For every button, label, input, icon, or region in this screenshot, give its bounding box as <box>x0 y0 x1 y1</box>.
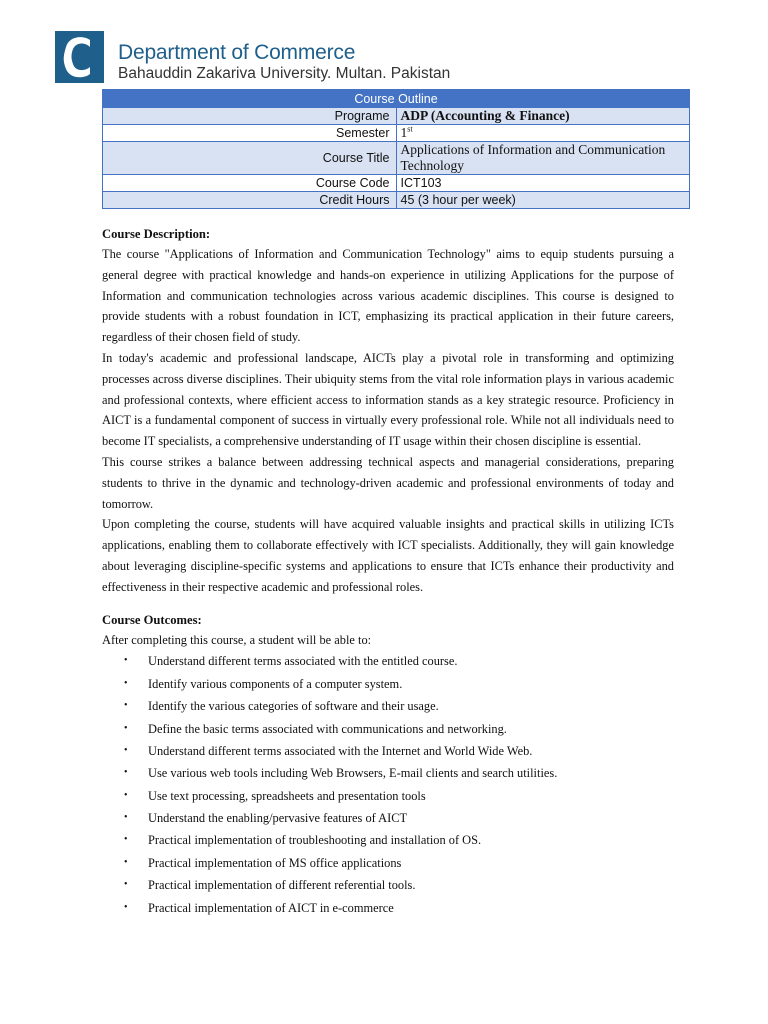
programe-value: ADP (Accounting & Finance) <box>396 108 690 125</box>
outcomes-intro: After completing this course, a student will be able to: <box>102 632 372 647</box>
list-item <box>102 695 674 717</box>
bullet-icon: • <box>124 677 128 689</box>
description-paragraph: In today's academic and professional landscape, AICTs play a pivotal role in transforming and optimizing processes across diverse disciplines. Their ubiquity stems from the vital role information plays in various academic and professional contexts, where efficient access to information stands as a key strategic resource. Proficiency in AICT is a fundamental component of success in virtually every professional role. While not all individuals need to become IT specialists, a comprehensive understanding of IT usage within their chosen discipline is essential. <box>102 350 674 449</box>
course-outline-heading: Course Outline <box>103 90 690 108</box>
programe-label: Programe <box>103 108 397 125</box>
outcome-text: Define the basic terms associated with communications and networking. <box>148 721 507 736</box>
department-title: Department of Commerce <box>118 41 356 64</box>
course-description-heading: Course Description: <box>102 227 211 241</box>
outcome-text: Understand the enabling/pervasive features of AICT <box>148 811 408 826</box>
list-item <box>102 807 674 829</box>
outcome-text: Practical implementation of MS office applications <box>148 855 402 870</box>
table-row <box>103 142 690 175</box>
course-code-label: Course Code <box>103 175 397 192</box>
bullet-icon: • <box>124 722 128 734</box>
semester-value <box>396 125 690 142</box>
list-item <box>102 829 674 851</box>
outcome-text: Understand different terms associated with the Internet and World Wide Web. <box>148 743 533 758</box>
semester-ordinal: st <box>407 124 413 134</box>
semester-number: 1 <box>400 125 408 140</box>
bullet-icon: • <box>124 879 128 891</box>
university-subtitle: Bahauddin Zakariva University. Multan. Pakistan <box>118 65 451 82</box>
course-title-label: Course Title <box>103 142 397 175</box>
list-item <box>102 874 674 896</box>
course-content <box>102 224 674 919</box>
credit-hours-label: Credit Hours <box>103 192 397 209</box>
list-item <box>102 740 674 762</box>
course-title-value: Applications of Information and Communication Technology <box>396 142 690 175</box>
bullet-icon: • <box>124 834 128 846</box>
bullet-icon: • <box>124 744 128 756</box>
description-paragraph: Upon completing the course, students will have acquired valuable insights and practical skills in utilizing ICTs applications, enabling them to collaborate effectively with ICT specialists. Additionally, they will gain knowledge about leveraging discipline-specific systems and applications to ensure that ICTs enhance their productivity and effectiveness in their respective academic and professional roles. <box>102 517 674 594</box>
outcome-text: Understand different terms associated with the entitled course. <box>148 654 458 669</box>
list-item <box>102 718 674 740</box>
bullet-icon: • <box>124 901 128 913</box>
list-item <box>102 785 674 807</box>
table-row <box>103 125 690 142</box>
outcome-text: Identify various components of a computer system. <box>148 676 403 691</box>
bullet-icon: • <box>124 655 128 667</box>
credit-hours-value: 45 (3 hour per week) <box>396 192 690 209</box>
outcome-text: Practical implementation of AICT in e-commerce <box>148 900 394 915</box>
list-item <box>102 762 674 784</box>
table-row <box>103 192 690 209</box>
list-item <box>102 673 674 695</box>
outcome-text: Use text processing, spreadsheets and presentation tools <box>148 788 426 803</box>
table-row <box>103 175 690 192</box>
outcome-text: Practical implementation of troubleshooting and installation of OS. <box>148 833 482 848</box>
bullet-icon: • <box>124 856 128 868</box>
list-item <box>102 897 674 919</box>
description-paragraph: This course strikes a balance between addressing technical aspects and managerial considerations, preparing students to thrive in the dynamic and technology-driven academic and professional environments of today and tomorrow. <box>102 454 674 511</box>
bullet-icon: • <box>124 789 128 801</box>
bullet-icon: • <box>124 767 128 779</box>
course-outcomes-heading: Course Outcomes: <box>102 612 202 627</box>
bullet-icon: • <box>124 700 128 712</box>
outcomes-list <box>102 650 674 919</box>
department-logo <box>55 31 104 83</box>
course-outline-table <box>102 89 690 209</box>
list-item <box>102 852 674 874</box>
bullet-icon: • <box>124 812 128 824</box>
outcome-text: Use various web tools including Web Browsers, E-mail clients and search utilities. <box>148 766 558 781</box>
semester-label: Semester <box>103 125 397 142</box>
outcome-text: Identify the various categories of software and their usage. <box>148 699 439 714</box>
table-row <box>103 108 690 125</box>
outcome-text: Practical implementation of different referential tools. <box>148 878 416 893</box>
description-paragraph: The course "Applications of Information and Communication Technology" aims to equip students pursuing a general degree with practical knowledge and hands-on experience in utilizing Applications for the purpose of Information and communication technologies across various academic disciplines. This course is designed to provide students with a robust foundation in ICT, emphasizing its practical application in their future careers, regardless of their chosen field of study. <box>102 247 674 345</box>
course-code-value: ICT103 <box>396 175 690 192</box>
list-item <box>102 650 674 672</box>
